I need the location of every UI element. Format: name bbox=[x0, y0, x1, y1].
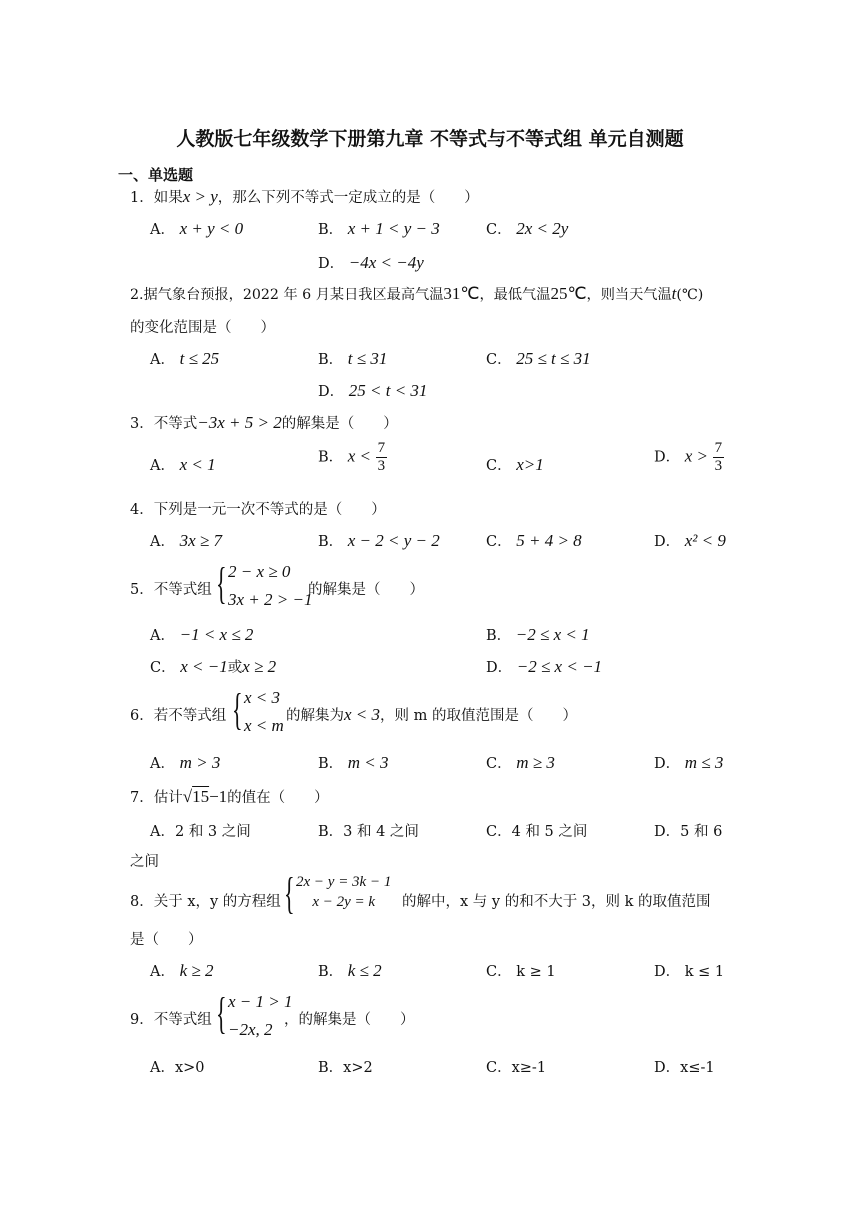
q9-system: x − 1 > 1 −2x, 2 bbox=[228, 992, 293, 1039]
question-5-stem-tail: 的解集是（ ） bbox=[308, 582, 424, 598]
q3-option-a[interactable]: A． x < 1 bbox=[150, 455, 216, 474]
q7-option-b[interactable]: B．3 和 4 之间 bbox=[318, 824, 419, 840]
question-5-stem-label: 5．不等式组 bbox=[130, 582, 212, 598]
q8-option-b[interactable]: B． k ≤ 2 bbox=[318, 961, 382, 980]
q8-option-d[interactable]: D． k ≤ 1 bbox=[654, 964, 725, 980]
q2-option-d[interactable]: D． 25 < t < 31 bbox=[318, 381, 428, 400]
q4-option-d[interactable]: D． x² < 9 bbox=[654, 531, 726, 550]
q9-option-d[interactable]: D．x≤-1 bbox=[654, 1060, 715, 1076]
fraction: $\frac{7}{3}$ bbox=[377, 440, 386, 474]
q7-option-a[interactable]: A．2 和 3 之间 bbox=[150, 824, 251, 840]
q4-option-c[interactable]: C． 5 + 4 > 8 bbox=[486, 531, 582, 550]
q8-option-c[interactable]: C． k ≥ 1 bbox=[486, 964, 556, 980]
question-2-stem-line2: 的变化范围是（ ） bbox=[130, 320, 275, 336]
q9-option-b[interactable]: B．x>2 bbox=[318, 1060, 373, 1076]
q2-option-c[interactable]: C． 25 ≤ t ≤ 31 bbox=[486, 349, 591, 368]
q1-option-a[interactable]: A． x + y < 0 bbox=[150, 219, 244, 238]
q3-option-b[interactable]: B． x < $\frac{7}{3}$ bbox=[318, 440, 386, 474]
question-6-stem-label: 6．若不等式组 bbox=[130, 708, 227, 724]
question-9-stem-tail: ，的解集是（ ） bbox=[284, 1012, 415, 1028]
question-2-stem: 2.据气象台预报，2022 年 6 月某日我区最高气温31℃，最低气温25℃，则当天气温t(℃) bbox=[130, 284, 704, 303]
q7-option-c[interactable]: C．4 和 5 之间 bbox=[486, 824, 588, 840]
q3-option-c[interactable]: C． x>1 bbox=[486, 455, 544, 474]
q7-option-d-wrap: 之间 bbox=[130, 854, 159, 870]
q1-option-d[interactable]: D． −4x < −4y bbox=[318, 253, 424, 272]
q1-option-c[interactable]: C． 2x < 2y bbox=[486, 219, 569, 238]
q4-option-a[interactable]: A． 3x ≥ 7 bbox=[150, 531, 222, 550]
q2-option-b[interactable]: B． t ≤ 31 bbox=[318, 349, 388, 368]
q6-option-a[interactable]: A． m > 3 bbox=[150, 753, 221, 772]
left-brace: { bbox=[216, 559, 227, 608]
q4-option-b[interactable]: B． x − 2 < y − 2 bbox=[318, 531, 440, 550]
q8-system: 2x − y = 3k − 1 x − 2y = k bbox=[296, 874, 392, 910]
question-1-stem: 1．如果x > y，那么下列不等式一定成立的是（ ） bbox=[130, 187, 479, 206]
question-6-stem-tail: 的解集为x < 3，则 m 的取值范围是（ ） bbox=[286, 705, 577, 724]
left-brace: { bbox=[232, 685, 243, 734]
q9-option-c[interactable]: C．x≥-1 bbox=[486, 1060, 547, 1076]
q6-option-b[interactable]: B． m < 3 bbox=[318, 753, 389, 772]
page-title: 人教版七年级数学下册第九章 不等式与不等式组 单元自测题 bbox=[176, 128, 684, 150]
q6-option-d[interactable]: D． m ≤ 3 bbox=[654, 753, 724, 772]
q5-option-a[interactable]: A． −1 < x ≤ 2 bbox=[150, 625, 254, 644]
q5-option-c[interactable]: C． x < −1或x ≥ 2 bbox=[150, 657, 277, 676]
q9-option-a[interactable]: A．x>0 bbox=[150, 1060, 205, 1076]
question-8-stem-label: 8．关于 x，y 的方程组 bbox=[130, 894, 281, 910]
q7-option-d[interactable]: D．5 和 6 bbox=[654, 824, 723, 840]
sqrt-icon: √15 bbox=[182, 787, 210, 806]
q6-option-c[interactable]: C． m ≥ 3 bbox=[486, 753, 555, 772]
q5-option-b[interactable]: B． −2 ≤ x < 1 bbox=[486, 625, 590, 644]
fraction: $\frac{7}{3}$ bbox=[714, 440, 723, 474]
q2-option-a[interactable]: A． t ≤ 25 bbox=[150, 349, 220, 368]
q5-system: 2 − x ≥ 0 3x + 2 > −1 bbox=[228, 562, 313, 609]
q6-system: x < 3 x < m bbox=[244, 688, 284, 735]
q5-option-d[interactable]: D． −2 ≤ x < −1 bbox=[486, 657, 603, 676]
q8-option-a[interactable]: A． k ≥ 2 bbox=[150, 961, 214, 980]
q1-option-b[interactable]: B． x + 1 < y − 3 bbox=[318, 219, 440, 238]
q3-option-d[interactable]: D． x > $\frac{7}{3}$ bbox=[654, 440, 723, 474]
question-7-stem: 7．估计√15−1的值在（ ） bbox=[130, 787, 329, 806]
left-brace: { bbox=[284, 869, 295, 918]
left-brace: { bbox=[216, 989, 227, 1038]
question-3-stem: 3．不等式−3x + 5 > 2的解集是（ ） bbox=[130, 413, 398, 432]
question-9-stem-label: 9．不等式组 bbox=[130, 1012, 212, 1028]
section-heading: 一、单选题 bbox=[118, 166, 194, 184]
question-4-stem: 4．下列是一元一次不等式的是（ ） bbox=[130, 502, 386, 518]
question-8-stem-tail: 的解中，x 与 y 的和不大于 3，则 k 的取值范围 bbox=[402, 894, 711, 910]
question-8-stem-line2: 是（ ） bbox=[130, 932, 203, 948]
